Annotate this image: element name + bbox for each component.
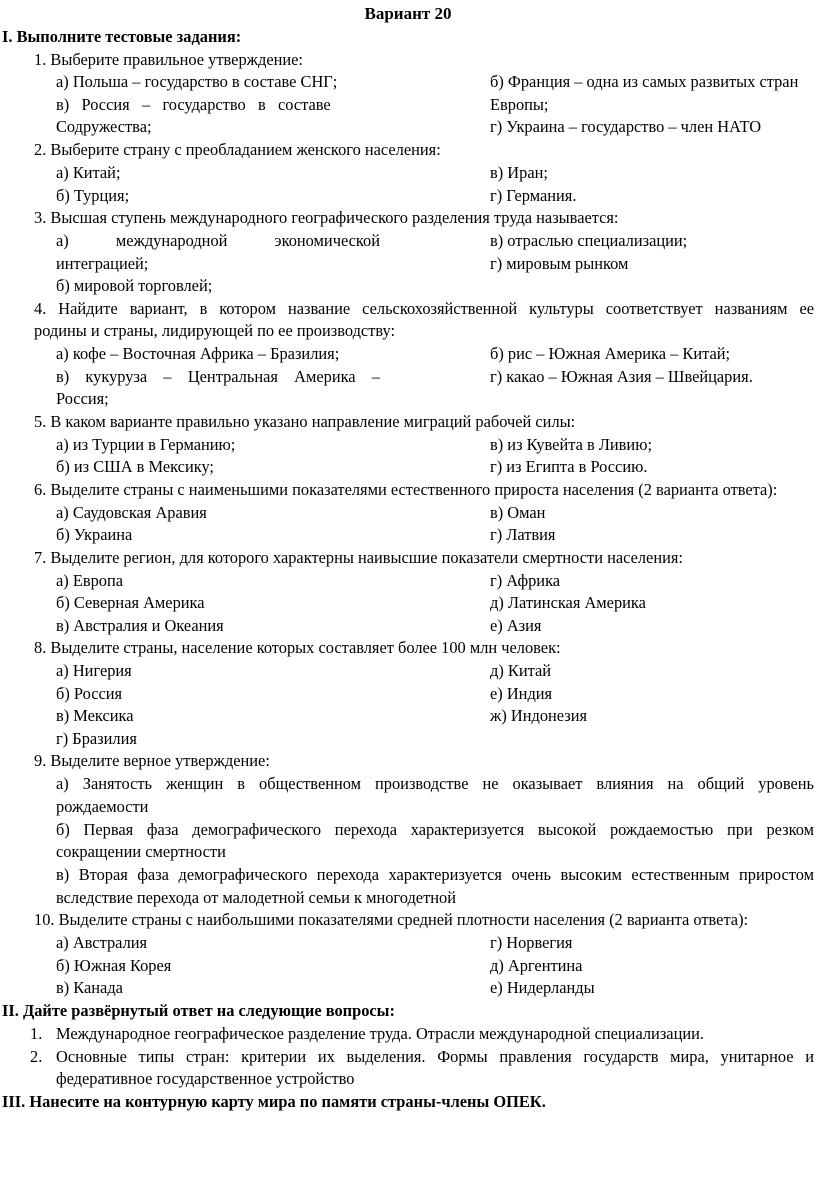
q1-option-v: в) Россия – государство в составе (56, 95, 331, 114)
q10-option-a: а) Австралия (56, 933, 148, 952)
q3-text: 3. Высшая ступень международного географического разделения труда называется: (34, 208, 619, 227)
q4-option-g: г) какао – Южная Азия – Швейцария. (490, 367, 753, 386)
q4-option-a: а) кофе – Восточная Африка – Бразилия; (56, 344, 340, 363)
q7-option-a: а) Европа (56, 571, 124, 590)
q7-option-v: в) Австралия и Океания (56, 616, 224, 635)
q7-option-e: е) Азия (490, 616, 542, 635)
q2-option-g: г) Германия. (490, 186, 577, 205)
q10-option-e: е) Нидерланды (490, 978, 595, 997)
q6-option-a: а) Саудовская Аравия (56, 503, 207, 522)
q9-option-v-line2: вследствие перехода от малодетной семьи к многодетной (56, 888, 456, 907)
q1-option-b: б) Франция – одна из самых развитых стран (490, 72, 799, 91)
q8-option-zh: ж) Индонезия (490, 706, 588, 725)
q6-option-g: г) Латвия (490, 525, 556, 544)
q5-option-a: а) из Турции в Германию; (56, 435, 236, 454)
q4-option-b: б) рис – Южная Америка – Китай; (490, 344, 731, 363)
q8-option-v: в) Мексика (56, 706, 134, 725)
section-2-heading: II. Дайте развёрнутый ответ на следующие вопросы: (2, 1001, 395, 1020)
q7-text: 7. Выделите регион, для которого характерны наивысшие показатели смертности населения: (34, 548, 683, 567)
q5-text: 5. В каком варианте правильно указано направление миграций рабочей силы: (34, 412, 576, 431)
q1-option-v-cont: Содружества; (56, 117, 152, 136)
q9-option-b-line2: сокращении смертности (56, 842, 226, 861)
section-2-item-2-line1: Основные типы стран: критерии их выделения. Формы правления государств мира, унитарное и (56, 1047, 814, 1066)
q2-option-b: б) Турция; (56, 186, 130, 205)
section-2-item-2-line2: федеративное государственное устройство (56, 1069, 355, 1088)
q1-text: 1. Выберите правильное утверждение: (34, 50, 303, 69)
q6-option-v: в) Оман (490, 503, 546, 522)
section-2-item-1: Международное географическое разделение труда. Отрасли международной специализации. (56, 1024, 704, 1043)
q3-option-a-cont: интеграцией; (56, 254, 149, 273)
q6-option-b: б) Украина (56, 525, 133, 544)
q10-option-g: г) Норвегия (490, 933, 573, 952)
q10-option-v: в) Канада (56, 978, 123, 997)
q10-option-d: д) Аргентина (490, 956, 583, 975)
q3-option-v: в) отраслью специализации; (490, 231, 688, 250)
q1-option-a: а) Польша – государство в составе СНГ; (56, 72, 338, 91)
q9-option-a-line2: рождаемости (56, 797, 149, 816)
q9-text: 9. Выделите верное утверждение: (34, 751, 270, 770)
q8-option-b: б) Россия (56, 684, 123, 703)
q1-option-b-cont: Европы; (490, 95, 549, 114)
q3-option-b: б) мировой торговлей; (56, 276, 213, 295)
q8-option-d: д) Китай (490, 661, 552, 680)
q10-text: 10. Выделите страны с наибольшими показателями средней плотности населения (2 варианта ответа): (34, 910, 749, 929)
q6-text: 6. Выделите страны с наименьшими показателями естественного прироста населения (2 варианта ответа): (34, 480, 778, 499)
q4-text-line2: родины и страны, лидирующей по ее производству: (34, 321, 396, 340)
section-3-heading: III. Нанесите на контурную карту мира по памяти страны-члены ОПЕК. (2, 1092, 546, 1111)
q5-option-v: в) из Кувейта в Ливию; (490, 435, 652, 454)
q4-text-line1: 4. Найдите вариант, в котором название сельскохозяйственной культуры соответствует названиям ее (34, 299, 814, 318)
section-1-heading: I. Выполните тестовые задания: (2, 27, 242, 46)
q4-option-v: в) кукуруза – Центральная Америка – (56, 367, 380, 386)
section-2-item-1-number: 1. (30, 1024, 43, 1043)
q8-option-e: е) Индия (490, 684, 553, 703)
q5-option-b: б) из США в Мексику; (56, 457, 214, 476)
page-title: Вариант 20 (364, 4, 452, 23)
q1-option-g: г) Украина – государство – член НАТО (490, 117, 762, 136)
q7-option-g: г) Африка (490, 571, 561, 590)
q10-option-b: б) Южная Корея (56, 956, 172, 975)
q3-option-g: г) мировым рынком (490, 254, 629, 273)
q5-option-g: г) из Египта в Россию. (490, 457, 648, 476)
q9-option-b-line1: б) Первая фаза демографического перехода характеризуется высокой рождаемостью при резком (56, 820, 814, 839)
q7-option-d: д) Латинская Америка (490, 593, 646, 612)
q9-option-a-line1: а) Занятость женщин в общественном производстве не оказывает влияния на общий уровень (56, 774, 814, 793)
q2-option-v: в) Иран; (490, 163, 548, 182)
q8-option-g: г) Бразилия (56, 729, 137, 748)
q9-option-v-line1: в) Вторая фаза демографического перехода характеризуется очень высоким естественным приростом (56, 865, 814, 884)
q4-option-v-cont: Россия; (56, 389, 109, 408)
section-2-item-2-number: 2. (30, 1047, 43, 1066)
q7-option-b: б) Северная Америка (56, 593, 205, 612)
q3-option-a: а) международной экономической (56, 231, 380, 250)
q8-text: 8. Выделите страны, население которых составляет более 100 млн человек: (34, 638, 561, 657)
q8-option-a: а) Нигерия (56, 661, 132, 680)
q2-option-a: а) Китай; (56, 163, 121, 182)
q2-text: 2. Выберите страну с преобладанием женского населения: (34, 140, 441, 159)
